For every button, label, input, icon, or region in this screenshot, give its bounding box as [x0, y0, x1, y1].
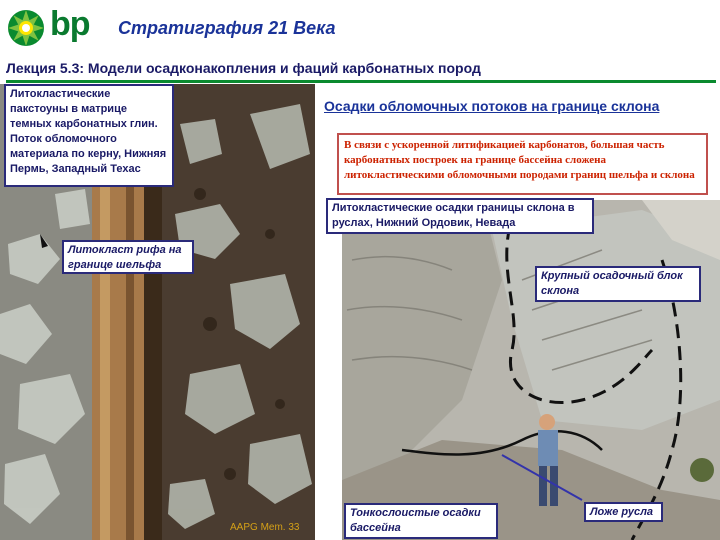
lecture-title: Лекция 5.3: Модели осадконакопления и фаций карбонатных пород — [6, 60, 481, 76]
header-divider — [6, 80, 716, 83]
brand-name: bp — [50, 5, 90, 43]
core-description-label: Литокластические пакстоуны в матрице темных карбонатных глин. Поток обломочного материала по керну, Нижняя Пермь, Западный Техас — [4, 84, 174, 187]
outcrop-photo — [342, 200, 720, 540]
photo-credit: AAPG Mem. 33 — [230, 522, 300, 533]
channel-floor-label: Ложе русла — [584, 502, 663, 522]
thin-beds-label: Тонкослоистые осадки бассейна — [344, 503, 498, 539]
series-title: Стратиграфия 21 Века — [118, 18, 336, 38]
bp-helios-logo — [6, 8, 46, 48]
section-title: Осадки обломочных потоков на границе склона — [324, 98, 660, 114]
large-block-label: Крупный осадочный блок склона — [535, 266, 701, 302]
reef-lithoclast-label: Литокласт рифа на границе шельфа — [62, 240, 194, 274]
channel-sediments-label: Литокластические осадки границы склона в руслах, Нижний Ордовик, Невада — [326, 198, 594, 234]
summary-box: В связи с ускоренной литификацией карбонатов, большая часть карбонатных построек на границе бассейна сложена литокластическими обломочными породами границ шельфа и склона — [337, 133, 708, 195]
